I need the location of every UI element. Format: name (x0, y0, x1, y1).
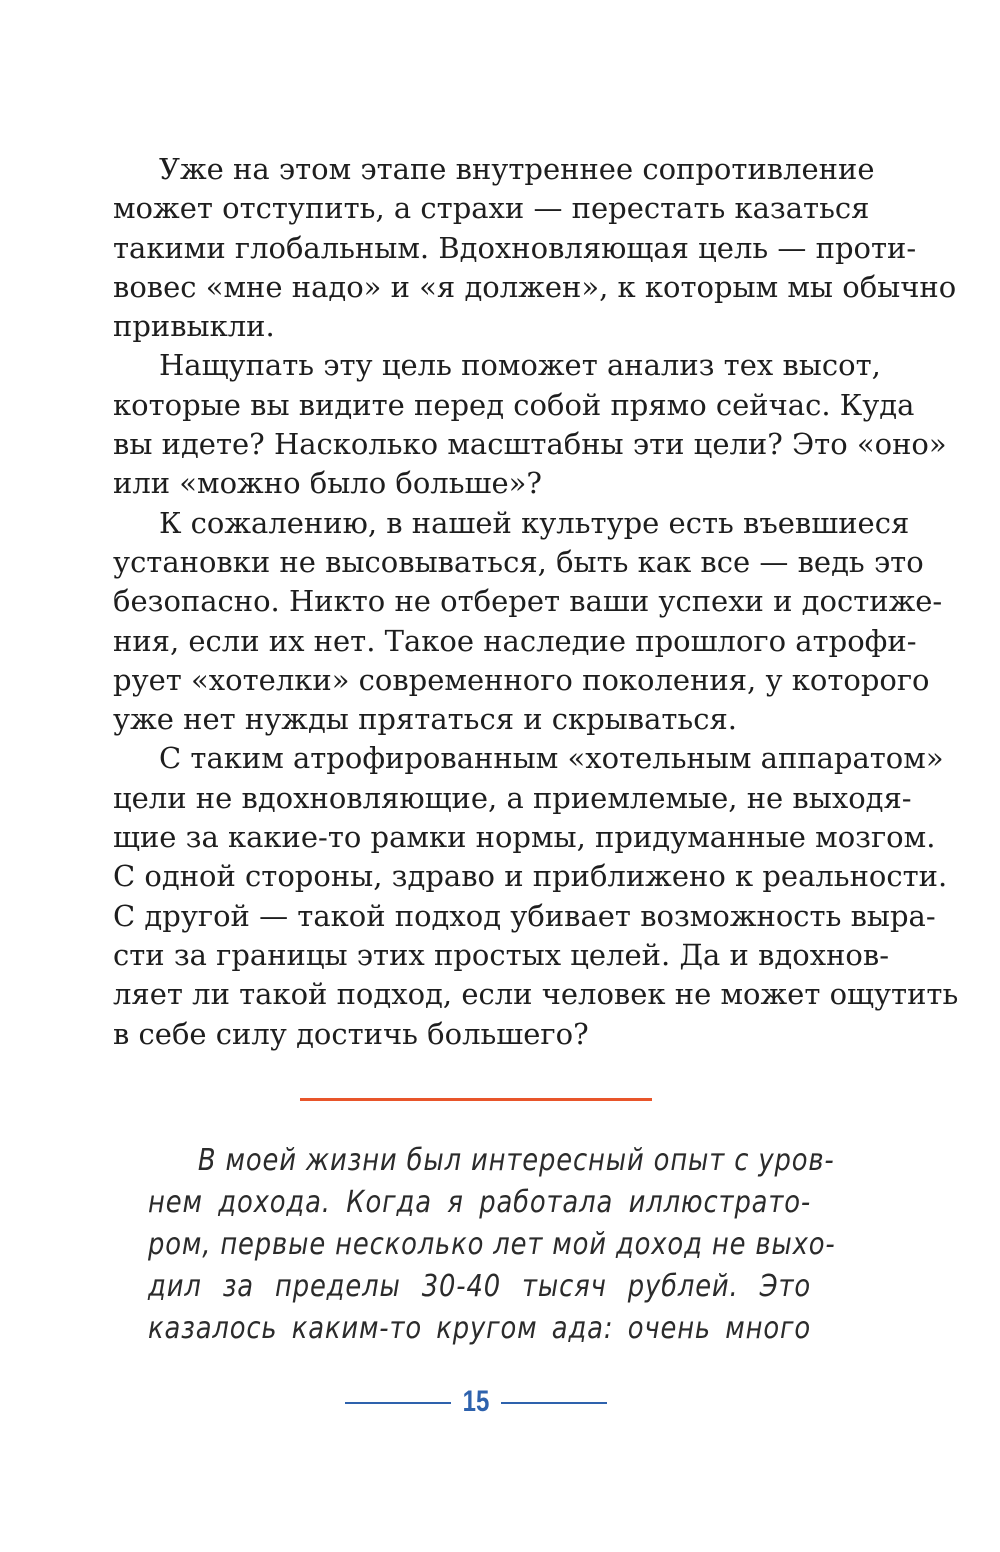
text-line: щие за какие-то рамки нормы, придуманные мозгом. (113, 820, 936, 855)
section-divider (300, 1098, 652, 1101)
text-line: Нащупать эту цель поможет анализ тех высот, (159, 348, 881, 383)
text-line: привыкли. (113, 309, 275, 344)
handwritten-line: В моей жизни был интересный опыт с уров- (197, 1143, 835, 1178)
handwritten-note (148, 1140, 836, 1350)
text-line: или «можно было больше»? (113, 466, 542, 501)
handwritten-line: ром, первые несколько лет мой доход не выхо- (148, 1227, 836, 1262)
text-line: вы идете? Насколько масштабны эти цели? Это «оно» (113, 427, 947, 462)
text-line: Уже на этом этапе внутреннее сопротивление (159, 152, 875, 186)
page-folio (345, 1382, 607, 1422)
text-line: ния, если их нет. Такое наследие прошлого атрофи- (113, 623, 917, 658)
text-line: цели не вдохновляющие, а приемлемые, не выходя- (113, 780, 912, 815)
handwritten-line: нем дохода. Когда я работала иллюстрато- (148, 1185, 812, 1220)
text-line: безопасно. Никто не отберет ваши успехи и достиже- (113, 584, 943, 619)
body-text (113, 150, 959, 1054)
text-line: установки не высовываться, быть как все — ведь это (113, 544, 924, 579)
text-line: в себе силу достичь большего? (113, 1016, 589, 1051)
text-line: такими глобальным. Вдохновляющая цель — проти- (113, 230, 917, 265)
handwritten-line: казалось каким-то кругом ада: очень много (148, 1311, 812, 1346)
folio-rule-left (345, 1402, 451, 1404)
text-line: может отступить, а страхи — перестать казаться (113, 191, 870, 226)
text-line: сти за границы этих простых целей. Да и вдохнов- (113, 937, 889, 972)
text-line: ляет ли такой подход, если человек не может ощутить (113, 977, 959, 1012)
text-line: вовес «мне надо» и «я должен», к которым мы обычно (113, 269, 957, 304)
text-line: К сожалению, в нашей культуре есть въевшиеся (159, 505, 910, 540)
text-line: С таким атрофированным «хотельным аппаратом» (159, 741, 944, 776)
text-line: С другой — такой подход убивает возможность выра- (113, 898, 936, 933)
text-line: С одной стороны, здраво и приближено к реальности. (113, 859, 948, 894)
handwritten-line: дил за пределы 30-40 тысяч рублей. Это (148, 1269, 812, 1304)
page-number: 15 (462, 1385, 490, 1418)
text-line: которые вы видите перед собой прямо сейчас. Куда (113, 387, 915, 422)
folio-rule-right (501, 1402, 607, 1404)
text-line: уже нет нужды прятаться и скрываться. (113, 702, 737, 737)
text-line: рует «хотелки» современного поколения, у которого (113, 662, 930, 697)
